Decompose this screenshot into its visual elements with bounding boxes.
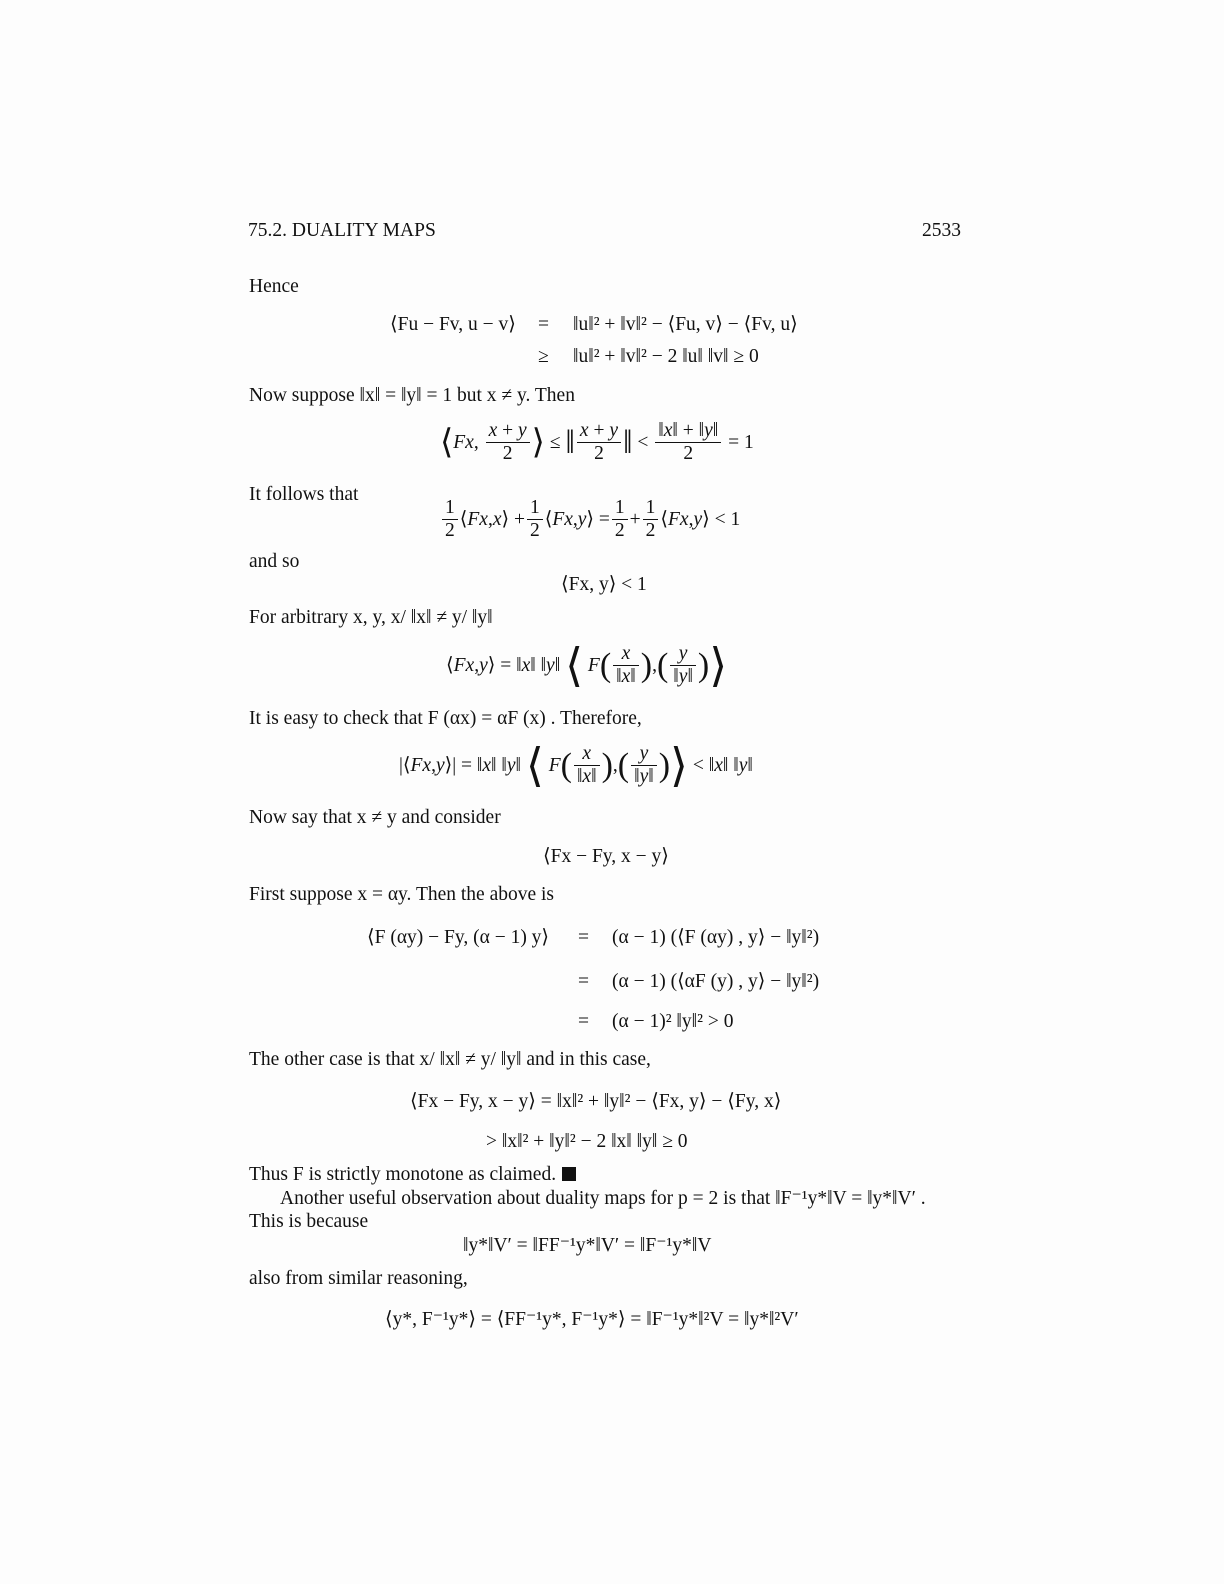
equation-10: ‖y*‖V′ = ‖FF⁻¹y*‖V′ = ‖F⁻¹y*‖V bbox=[463, 1235, 712, 1256]
equation-9-line-2: > ‖x‖² + ‖y‖² − 2 ‖x‖ ‖y‖ ≥ 0 bbox=[486, 1131, 688, 1152]
equation-8-relation-2: = bbox=[578, 971, 589, 992]
section-header: 75.2. DUALITY MAPS bbox=[248, 220, 436, 241]
paragraph-other-case: The other case is that x/ ‖x‖ ≠ y/ ‖y‖ and in this case, bbox=[249, 1049, 651, 1070]
equation-11: ⟨y*, F⁻¹y*⟩ = ⟨FF⁻¹y*, F⁻¹y*⟩ = ‖F⁻¹y*‖²V = ‖y*‖²V′ bbox=[385, 1309, 799, 1330]
equation-6: |⟨ Fx , y ⟩| = ‖ x ‖ ‖ y ‖ ⟨ F ( $\frac{x}{‖x‖}$ ) , ( $\frac{y}{‖y‖}$ ) ⟩ < ‖ x ‖ ‖ y ‖ bbox=[399, 739, 753, 791]
equation-8-rhs-2: (α − 1) (⟨αF (y) , y⟩ − ‖y‖²) bbox=[612, 971, 820, 992]
equation-4: ⟨Fx, y⟩ < 1 bbox=[561, 574, 647, 595]
paragraph-this-because: This is because bbox=[249, 1211, 369, 1232]
thus-text: Thus F is strictly monotone as claimed. bbox=[249, 1164, 557, 1185]
paragraph-and-so: and so bbox=[249, 551, 300, 572]
paragraph-another: Another useful observation about duality maps for p = 2 is that ‖F⁻¹y*‖V = ‖y*‖V′ . bbox=[280, 1188, 926, 1209]
paragraph-easy-check: It is easy to check that F (αx) = αF (x) . Therefore, bbox=[249, 708, 642, 729]
equation-8-rhs-3: (α − 1)² ‖y‖² > 0 bbox=[612, 1011, 734, 1032]
paragraph-it-follows: It follows that bbox=[249, 484, 359, 505]
equation-8-relation-1: = bbox=[578, 927, 589, 948]
equation-9-line-1: ⟨Fx − Fy, x − y⟩ = ‖x‖² + ‖y‖² − ⟨Fx, y⟩ − ⟨Fy, x⟩ bbox=[410, 1091, 782, 1112]
paragraph-first-suppose: First suppose x = αy. Then the above is bbox=[249, 884, 555, 905]
equation-8-lhs: ⟨F (αy) − Fy, (α − 1) y⟩ bbox=[367, 927, 550, 948]
qed-square-icon bbox=[562, 1167, 576, 1181]
equation-8-relation-3: = bbox=[578, 1011, 589, 1032]
equation-1-relation-1: = bbox=[538, 314, 549, 335]
paragraph-thus bbox=[249, 1163, 576, 1187]
equation-2: ⟨ Fx , $\frac{x + y}{2}$ ⟩ ≤ ‖ $\frac{x + y}{2}$ ‖ < $\frac{‖x‖ + ‖y‖}{2}$ = 1 bbox=[440, 420, 754, 464]
paragraph-for-arbitrary: For arbitrary x, y, x/ ‖x‖ ≠ y/ ‖y‖ bbox=[249, 607, 493, 628]
page-number: 2533 bbox=[922, 220, 961, 241]
equation-8-rhs-1: (α − 1) (⟨F (αy) , y⟩ − ‖y‖²) bbox=[612, 927, 820, 948]
equation-3: $\frac{1}{2}$ ⟨ Fx , x ⟩ + $\frac{1}{2}$ ⟨ Fx , y ⟩ = $\frac{1}{2}$ + $\frac{1}{2}$ ⟨ Fx , y ⟩ < 1 bbox=[440, 497, 740, 549]
paragraph-also-from: also from similar reasoning, bbox=[249, 1268, 468, 1289]
equation-1-lhs: ⟨Fu − Fv, u − v⟩ bbox=[390, 314, 516, 335]
equation-1-relation-2: ≥ bbox=[538, 346, 549, 367]
equation-7: ⟨Fx − Fy, x − y⟩ bbox=[543, 846, 669, 867]
paragraph-now-say: Now say that x ≠ y and consider bbox=[249, 807, 501, 828]
equation-5: ⟨ Fx , y ⟩ = ‖ x ‖ ‖ y ‖ ⟨ F ( $\frac{x}{‖x‖}$ ) , ( $\frac{y}{‖y‖}$ ) ⟩ bbox=[446, 639, 728, 691]
paragraph-hence: Hence bbox=[249, 276, 299, 297]
paragraph-now-suppose: Now suppose ‖x‖ = ‖y‖ = 1 but x ≠ y. Then bbox=[249, 385, 575, 406]
equation-1-rhs-2: ‖u‖² + ‖v‖² − 2 ‖u‖ ‖v‖ ≥ 0 bbox=[573, 346, 759, 367]
equation-1-rhs-1: ‖u‖² + ‖v‖² − ⟨Fu, v⟩ − ⟨Fv, u⟩ bbox=[573, 314, 798, 335]
